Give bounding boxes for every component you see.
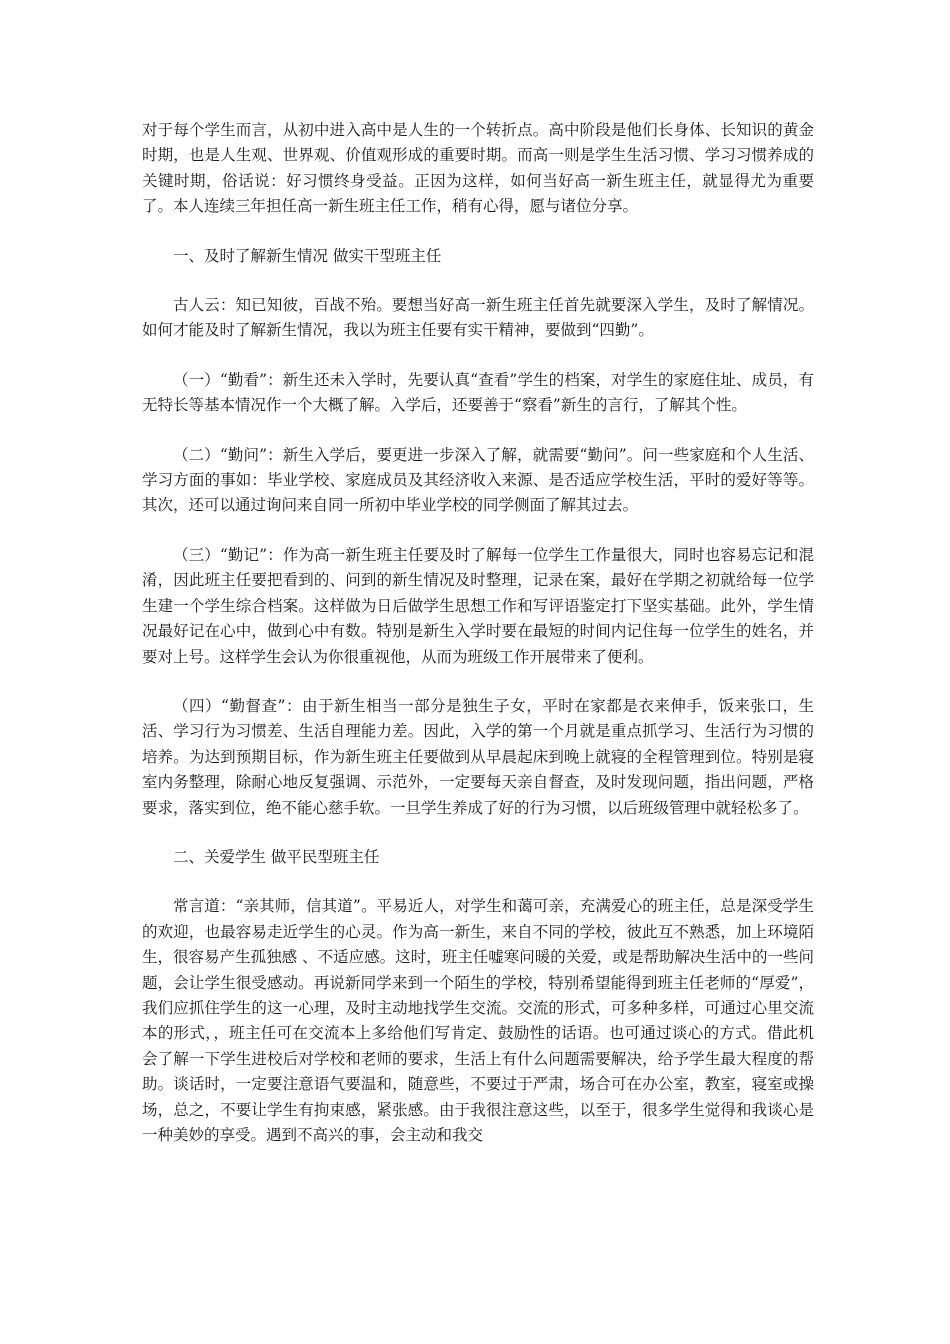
section-1-intro-paragraph: 古人云：知已知彼，百战不殆。要想当好高一新生班主任首先就要深入学生，及时了解情况。如何才能及时了解新生情况，我以为班主任要有实干精神，要做到“四勤”。: [142, 296, 814, 340]
qin-wen-paragraph: （二）“勤问”：新生入学后，要更进一步深入了解，就需要“勤问”。问一些家庭和个人生活、学习方面的事如：毕业学校、家庭成员及其经济收入来源、是否适应学校生活，平时的爱好等等。其次，还可以通过询问来自同一所初中毕业学校的同学侧面了解其过去。: [142, 445, 814, 515]
section-2-body-paragraph: 常言道：“亲其师，信其道”。平易近人，对学生和蔼可亲，充满爱心的班主任，总是深受学生的欢迎，也最容易走近学生的心灵。作为高一新生，来自不同的学校，彼此互不熟悉，加上环境陌生，很容易产生孤独感 、不适应感。这时，班主任嘘寒问暖的关爱，或是帮助解决生活中的一些问题，会让学生很受感动。再说新同学来到一个陌生的学校，特别希望能得到班主任老师的“厚爱”，我们应抓住学生的这一心理，及时主动地找学生交流。交流的形式，可多种多样，可通过心里交流本的形式，，班主任可在交流本上多给他们写肯定、鼓励性的话语。也可通过谈心的方式。借此机会了解一下学生进校后对学校和老师的要求，生活上有什么问题需要解决，给予学生最大程度的帮助。谈话时，一定要注意语气要温和，随意些，不要过于严肃，场合可在办公室，教室，寝室或操场，总之，不要让学生有拘束感，紧张感。由于我很注意这些，以至于，很多学生觉得和我谈心是一种美妙的享受。遇到不高兴的事，会主动和我交: [142, 897, 814, 1144]
intro-paragraph: 对于每个学生而言，从初中进入高中是人生的一个转折点。高中阶段是他们长身体、长知识的黄金时期，也是人生观、世界观、价值观形成的重要时期。而高一则是学生生活习惯、学习习惯养成的关键时期，俗话说：好习惯终身受益。正因为这样，如何当好高一新生班主任，就显得尤为重要了。本人连续三年担任高一新生班主任工作，稍有心得，愿与诸位分享。: [142, 121, 814, 216]
qin-kan-paragraph: （一）“勤看”：新生还未入学时，先要认真“查看”学生的档案，对学生的家庭住址、成员，有无特长等基本情况作一个大概了解。入学后，还要善于“察看”新生的言行，了解其个性。: [142, 370, 814, 415]
section-heading-2: 二、关爱学生 做平民型班主任: [173, 847, 380, 866]
section-heading-1: 一、及时了解新生情况 做实干型班主任: [173, 246, 442, 265]
document-body: [142, 118, 814, 1172]
qin-ji-paragraph: （三）“勤记”：作为高一新生班主任要及时了解每一位学生工作量很大，同时也容易忘记和混淆，因此班主任要把看到的、问到的新生情况及时整理，记录在案，最好在学期之初就给每一位学生建一个学生综合档案。这样做为日后做学生思想工作和写评语鉴定打下坚实基础。此外，学生情况最好记在心中，做到心中有数。特别是新生入学时要在最短的时间内记住每一位学生的姓名，并要对上号。这样学生会认为你很重视他，从而为班级工作开展带来了便利。: [142, 545, 814, 666]
qin-ducha-paragraph: （四）“勤督查”：由于新生相当一部分是独生子女，平时在家都是衣来伸手，饭来张口，生活、学习行为习惯差、生活自理能力差。因此，入学的第一个月就是重点抓学习、生活行为习惯的培养。为达到预期目标，作为新生班主任要做到从早晨起床到晚上就寝的全程管理到位。特别是寝室内务整理，除耐心地反复强调、示范外，一定要每天亲自督查，及时发现问题，指出问题，严格要求，落实到位，绝不能心慈手软。一旦学生养成了好的行为习惯，以后班级管理中就轻松多了。: [142, 696, 814, 817]
